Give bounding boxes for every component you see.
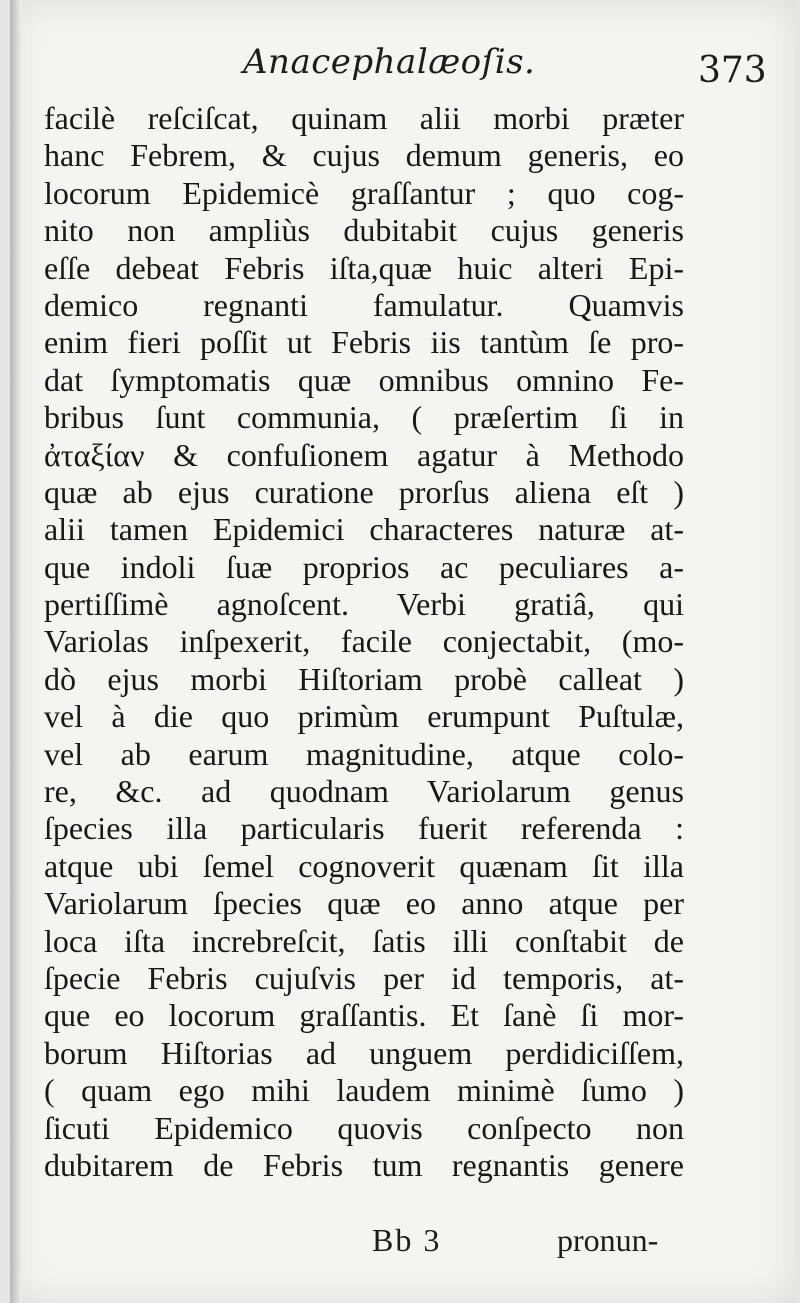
body-text [44,100,684,1184]
text-line: Variolas inſpexerit, facile conjectabit, (mo- [44,623,684,660]
text-line: nito non ampliùs dubitabit cujus generis [44,212,684,249]
text-line: locorum Epidemicè graſſantur ; quo cog- [44,174,684,211]
text-line: vel ab earum magnitudine, atque colo- [44,735,684,772]
text-line: que indoli ſuæ proprios ac peculiares a- [44,548,684,585]
text-line: atque ubi ſemel cognoverit quænam ſit illa [44,847,684,884]
text-line: que eo locorum graſſantis. Et ſanè ſi mor- [44,997,684,1034]
text-line: vel à die quo primùm erumpunt Puſtulæ, [44,698,684,735]
text-line: ſpecies illa particularis fuerit referenda : [44,810,684,847]
text-line: ſpecie Febris cujuſvis per id temporis, at- [44,959,684,996]
text-line: dubitarem de Febris tum regnantis genere [44,1146,684,1183]
text-line: facilè reſciſcat, quinam alii morbi præter [44,100,684,136]
text-line: eſſe debeat Febris iſta,quæ huic alteri Epi- [44,249,684,286]
text-line: demico regnanti famulatur. Quamvis [44,286,684,323]
text-line: dat ſymptomatis quæ omnibus omnino Fe- [44,361,684,398]
running-title: Anacephalæoſis. [243,42,536,82]
running-head [0,38,800,98]
text-line: enim fieri poſſit ut Febris iis tantùm ſe pro- [44,324,684,361]
text-line: Variolarum ſpecies quæ eo anno atque per [44,885,684,922]
text-line: quæ ab ejus curatione prorſus aliena eſt ) [44,473,684,510]
text-line: alii tamen Epidemici characteres naturæ at- [44,511,684,548]
text-line: ἀταξίαν & confuſionem agatur à Methodo [44,436,684,473]
page-footer [0,1222,800,1272]
text-line: ( quam ego mihi laudem minimè ſumo ) [44,1072,684,1109]
text-line: borum Hiſtorias ad unguem perdidiciſſem, [44,1034,684,1071]
text-line: bribus ſunt communia, ( præſertim ſi in [44,399,684,436]
text-line: ſicuti Epidemico quovis conſpecto non [44,1109,684,1146]
text-line: pertiſſimè agnoſcent. Verbi gratiâ, qui [44,586,684,623]
text-line: hanc Febrem, & cujus demum generis, eo [44,137,684,174]
signature-mark: Bb 3 [372,1222,442,1258]
catchword: pronun- [557,1222,659,1258]
text-line: dò ejus morbi Hiſtoriam probè calleat ) [44,660,684,697]
page-number: 373 [698,50,767,91]
text-line: loca iſta increbreſcit, ſatis illi conſtabit de [44,922,684,959]
page-gutter [10,0,22,1303]
text-line: re, &c. ad quodnam Variolarum genus [44,773,684,810]
